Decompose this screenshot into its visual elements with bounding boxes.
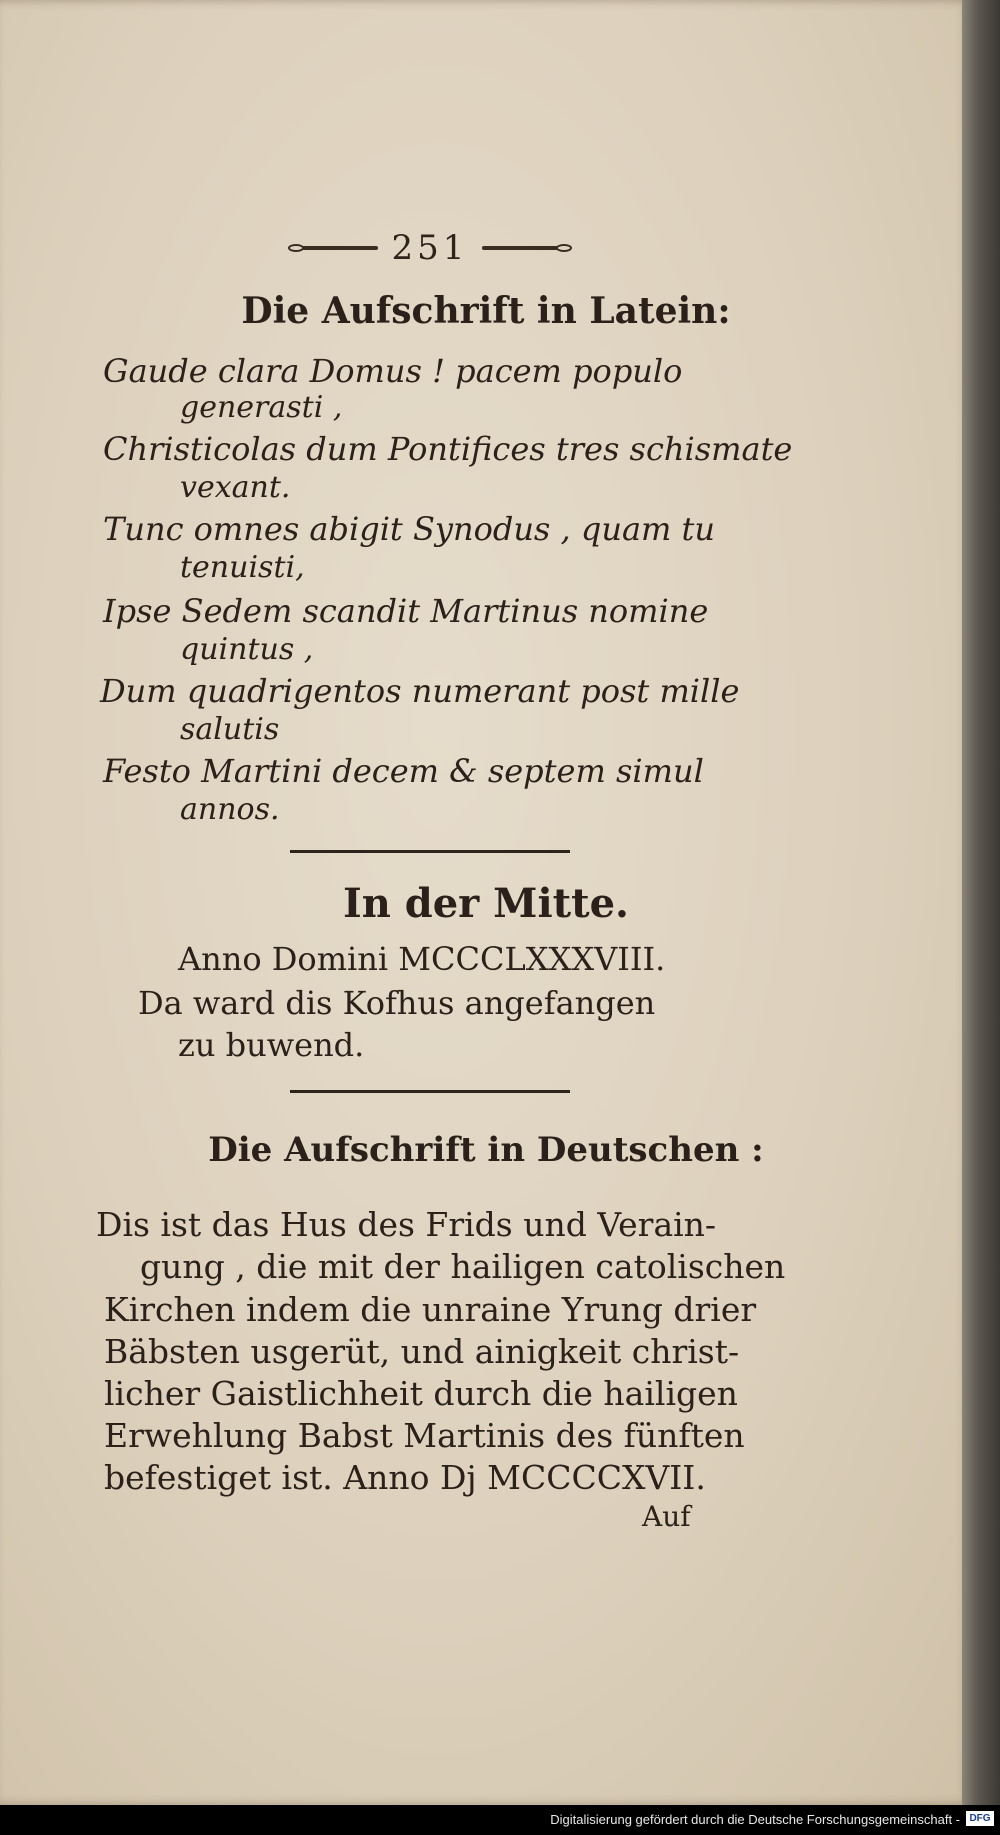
latin-line: Festo Martini decem & septem simul [103, 752, 704, 790]
latin-line: salutis [180, 712, 280, 747]
mitte-line: Da ward dis Kofhus angefangen [138, 984, 656, 1022]
deutsch-line: befestiget ist. Anno Dj MCCCCXVII. [104, 1458, 706, 1497]
deutsch-line: gung , die mit der hailigen catolischen [140, 1247, 786, 1286]
latin-line: generasti , [180, 390, 343, 425]
latin-line: vexant. [180, 470, 291, 505]
latin-line: Tunc omnes abigit Synodus , quam tu [103, 510, 716, 548]
page-header [270, 228, 590, 268]
latin-line: tenuisti, [180, 550, 305, 585]
divider [290, 850, 570, 853]
page-number: 251 [391, 228, 469, 268]
ornament-right-icon [482, 244, 572, 252]
heading-latin: Die Aufschrift in Latein: [241, 290, 731, 332]
ornament-left-icon [288, 244, 378, 252]
dfg-logo-icon: DFG [966, 1811, 994, 1826]
latin-line: Ipse Sedem scandit Martinus nomine [103, 592, 709, 630]
latin-line: Gaude clara Domus ! pacem populo [103, 352, 683, 390]
deutsch-line: Erwehlung Babst Martinis des fünften [104, 1416, 745, 1455]
deutsch-line: Dis ist das Hus des Frids und Verain- [96, 1205, 717, 1244]
footer-credit: Digitalisierung gefördert durch die Deutsche Forschungsgemeinschaft - [550, 1812, 960, 1827]
book-edge [962, 0, 1000, 1805]
deutsch-line: Bäbsten usgerüt, und ainigkeit christ- [104, 1332, 740, 1371]
latin-line: Christicolas dum Pontifices tres schismate [103, 430, 793, 468]
latin-line: annos. [180, 792, 280, 827]
mitte-line: zu buwend. [178, 1026, 365, 1064]
divider [290, 1090, 570, 1093]
deutsch-line: licher Gaistlichheit durch die hailigen [104, 1374, 738, 1413]
heading-deutsch: Die Aufschrift in Deutschen : [208, 1130, 764, 1170]
latin-line: Dum quadrigentos numerant post mille [100, 672, 740, 710]
heading-mitte: In der Mitte. [343, 880, 629, 927]
catchword: Auf [642, 1500, 691, 1533]
mitte-line: Anno Domini MCCCLXXXVIII. [178, 940, 666, 978]
deutsch-line: Kirchen indem die unraine Yrung drier [104, 1290, 757, 1329]
latin-line: quintus , [180, 632, 314, 667]
